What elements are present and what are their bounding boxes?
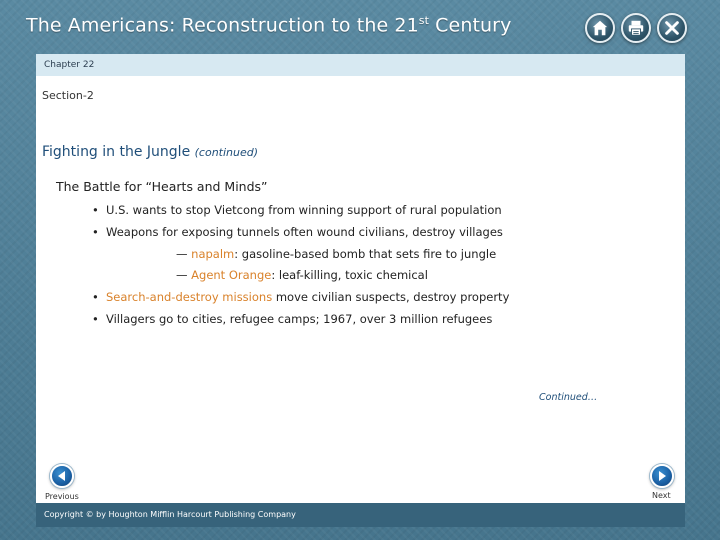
next-button[interactable] bbox=[650, 464, 674, 488]
presentation-title: The Americans: Reconstruction to the 21st Century bbox=[26, 14, 512, 37]
subheading: The Battle for “Hearts and Minds” bbox=[56, 179, 268, 194]
arrow-left-icon bbox=[56, 470, 68, 482]
bullet-item: • Weapons for exposing tunnels often wound civilians, destroy villages bbox=[106, 225, 503, 239]
title-continued: (continued) bbox=[194, 146, 259, 159]
print-button[interactable] bbox=[621, 13, 651, 43]
term-napalm: napalm bbox=[191, 247, 235, 261]
bullet-item: • Villagers go to cities, refugee camps; 1967, over 3 million refugees bbox=[106, 312, 492, 326]
home-icon bbox=[591, 19, 609, 37]
slide-content bbox=[36, 76, 685, 503]
home-button[interactable] bbox=[585, 13, 615, 43]
continued-label: Continued… bbox=[539, 392, 598, 403]
close-button[interactable] bbox=[657, 13, 687, 43]
print-icon bbox=[627, 19, 645, 37]
bullet-item: • U.S. wants to stop Vietcong from winning support of rural population bbox=[106, 203, 502, 217]
term-search-and-destroy: Search-and-destroy missions bbox=[106, 290, 273, 304]
previous-button[interactable] bbox=[50, 464, 74, 488]
next-label[interactable]: Next bbox=[652, 491, 671, 500]
slide-title: Fighting in the Jungle (continued) bbox=[42, 144, 259, 160]
arrow-right-icon bbox=[656, 470, 668, 482]
term-agent-orange: Agent Orange bbox=[191, 268, 272, 282]
close-icon bbox=[663, 19, 681, 37]
chapter-bar: Chapter 22 bbox=[36, 54, 685, 76]
bullet-item: • Search-and-destroy missions move civilian suspects, destroy property bbox=[106, 290, 509, 304]
sub-bullet-item: — Agent Orange: leaf-killing, toxic chemical bbox=[176, 268, 428, 282]
copyright-footer: Copyright © by Houghton Mifflin Harcourt Publishing Company bbox=[36, 503, 685, 527]
previous-label[interactable]: Previous bbox=[45, 492, 79, 501]
section-label: Section-2 bbox=[42, 89, 94, 102]
sub-bullet-item: — napalm: gasoline-based bomb that sets fire to jungle bbox=[176, 247, 497, 261]
